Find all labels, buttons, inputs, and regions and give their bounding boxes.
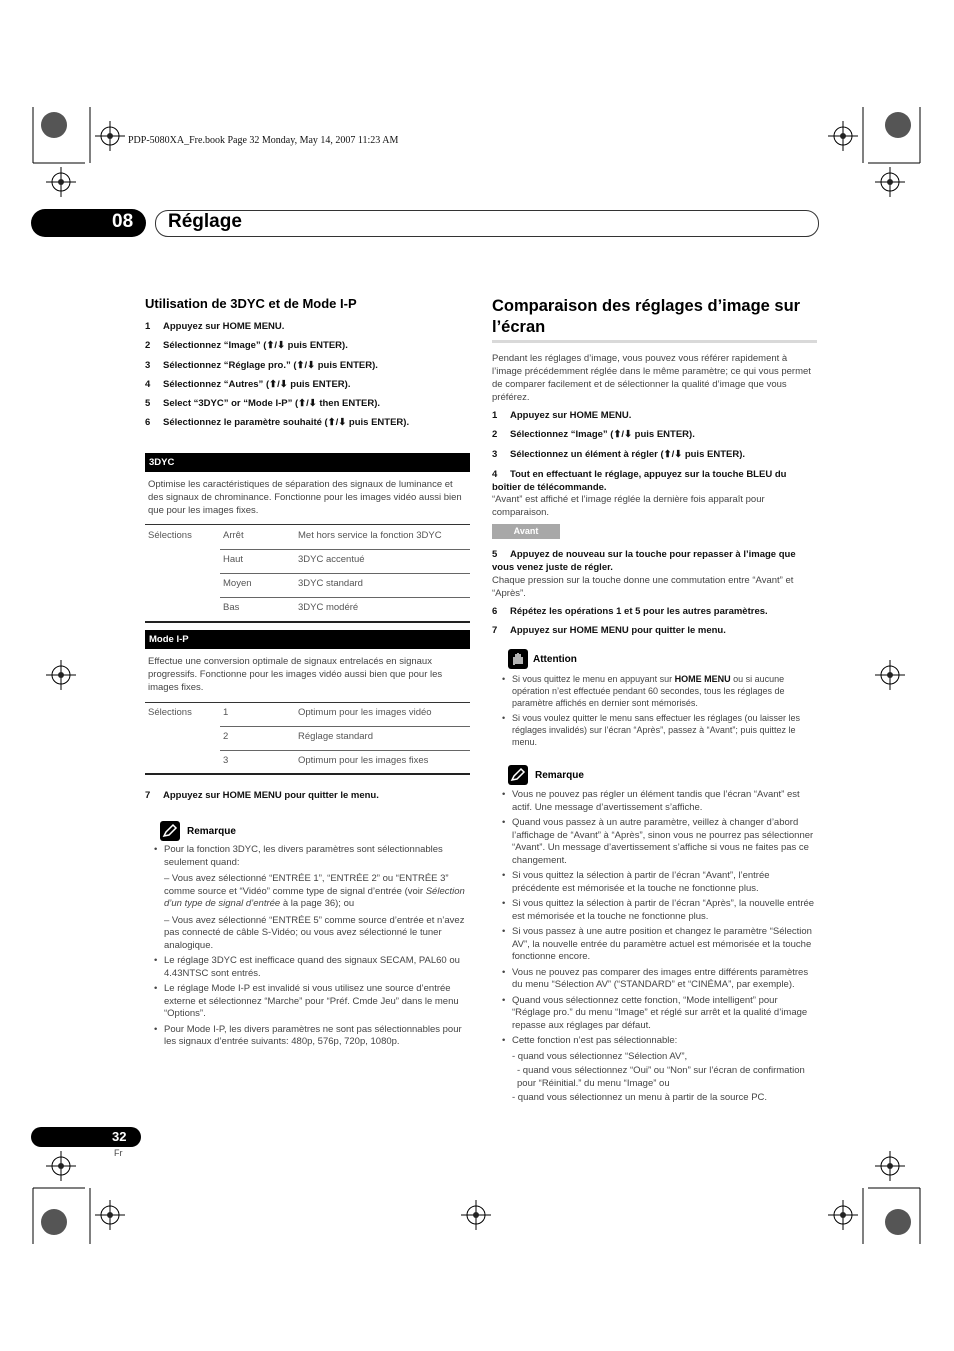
table-rule	[145, 524, 470, 525]
table-desc: Optimum pour les images fixes	[298, 755, 429, 766]
table-rule	[220, 573, 470, 574]
table-rule	[220, 750, 470, 751]
right-step-7: 7 Appuyez sur HOME MENU pour quitter le menu.	[492, 625, 726, 636]
right-step-4-body: “Avant” est affiché et l’image réglée la dernière fois apparaît pour comparaison.	[492, 494, 765, 518]
attention-title: Attention	[533, 654, 577, 665]
left-note-list	[154, 844, 470, 1052]
left-step-3: 3 Sélectionnez “Réglage pro.” (⬆/⬇ puis ENTER).	[145, 360, 378, 371]
list-item: • Si vous quittez le menu en appuyant sur HOME MENU ou si aucune opération n’est effectuée pendant 60 secondes, tous les réglages de paramètre affichés en dernier sont mémorisés.	[502, 673, 818, 709]
list-item: • Quand vous passez à un autre paramètre, veillez à changer d’abord l’affichage de “Avant” à “Après”, sinon vous ne pourrez pas sélectionner “Avant”. Un message d’avertissement s’affiche si vous ne faites pas ce changement.	[502, 817, 818, 867]
pencil-icon	[508, 765, 528, 785]
right-intro: Pendant les réglages d’image, vous pouvez vous référer rapidement à l’image précédemment réglée dans le même paramètre; ce qui vous permet de comparer facilement et de sélectionner la qualité d’image que vous préférez.	[492, 353, 811, 403]
right-heading: Comparaison des réglages d’image sur l’écran	[492, 297, 801, 336]
left-step-1: 1 Appuyez sur HOME MENU.	[145, 321, 285, 332]
section-bar-3dyc: 3DYC	[145, 453, 470, 472]
list-item: • Pour la fonction 3DYC, les divers paramètres sont sélectionnables seulement quand: – Vous avez sélectionné “ENTRÉE 1”, “ENTRÉE 2” ou “ENTRÉE 3” comme source et “Vidéo” comme type de signal d’entrée (voir Sélection d’un type de signal d’entrée à la page 36); ou – Vous avez sélectionné “ENTRÉE 5” comme source d’entrée et n’avez pas connecté de câble S-Vidéo; ou vous avez sélectionné le tuner analogique.	[154, 844, 470, 952]
attention-list	[502, 673, 818, 751]
table-option: 3	[223, 755, 229, 766]
right-step-1: 1 Appuyez sur HOME MENU.	[492, 410, 632, 421]
page-language: Fr	[114, 1148, 123, 1158]
page-number: 32	[112, 1129, 127, 1144]
left-step-5: 5 Select “3DYC” or “Mode I-P” (⬆/⬇ then ENTER).	[145, 398, 381, 409]
hand-warning-icon	[508, 649, 528, 669]
list-item: • Si vous voulez quitter le menu sans effectuer les réglages (ou laisser les réglages invalidés) sur l’écran “Après”, passez à “Avant”; puis quittez le menu.	[502, 712, 818, 748]
list-item: • Quand vous sélectionnez cette fonction, “Mode intelligent” pour “Réglage pro.” du menu “Image” et réglé sur arrêt et la qualité d’image repasse aux réglages par défaut.	[502, 995, 818, 1033]
list-item: • Si vous quittez la sélection à partir de l’écran “Avant”, l’entrée précédente est mémorisée et la touche ne fonctionne plus.	[502, 870, 818, 895]
table-desc: 3DYC modéré	[298, 602, 359, 613]
list-item: • Pour Mode I-P, les divers paramètres ne sont pas sélectionnables pour les signaux d’entrée suivants: 480p, 576p, 720p, 1080p.	[154, 1024, 470, 1049]
section-bar-mode-ip: Mode I-P	[145, 630, 470, 649]
list-item: • Si vous quittez la sélection à partir de l’écran “Après”, la nouvelle entrée est mémorisée et la touche ne fonctionne plus.	[502, 898, 818, 923]
table-desc: Optimum pour les images vidéo	[298, 707, 432, 718]
chapter-title: Réglage	[168, 211, 242, 232]
right-step-4: 4 Tout en effectuant le réglage, appuyez sur la touche BLEU du boîtier de télécommande.	[492, 469, 787, 493]
list-item: • Si vous passez à une autre position et changez le paramètre “Sélection AV”, la nouvelle entrée du paramètre actuel est mémorisée et la touche fonctionne encore.	[502, 926, 818, 964]
left-heading: Utilisation de 3DYC et de Mode I-P	[145, 296, 357, 311]
pencil-icon	[160, 821, 180, 841]
left-step-4: 4 Sélectionnez “Autres” (⬆/⬇ puis ENTER).	[145, 379, 351, 390]
left-step-6: 6 Sélectionnez le paramètre souhaité (⬆/⬇ puis ENTER).	[145, 417, 410, 428]
table-option: Haut	[223, 554, 244, 565]
list-item: • Vous ne pouvez pas comparer des images entre différents paramètres du menu “Sélection AV” (“STANDARD” et “CINÉMA”, par exemple).	[502, 967, 818, 992]
list-item: • Vous ne pouvez pas régler un élément tandis que l’écran “Avant” est actif. Une message d’avertissement s’affiche.	[502, 789, 818, 814]
right-step-5: 5 Appuyez de nouveau sur la touche pour repasser à l’image que vous venez juste de régler.	[492, 549, 796, 573]
right-step-3: 3 Sélectionnez un élément à régler (⬆/⬇ puis ENTER).	[492, 449, 745, 460]
right-step-5-body: Chaque pression sur la touche donne une commutation entre “Avant” et “Après”.	[492, 575, 794, 599]
avant-tag: Avant	[492, 524, 560, 539]
right-note-title: Remarque	[535, 770, 584, 781]
table-desc: Met hors service la fonction 3DYC	[298, 530, 442, 541]
list-item: • Le réglage 3DYC est inefficace quand des signaux SECAM, PAL60 ou 4.43NTSC sont entrés.	[154, 955, 470, 980]
table-option: Bas	[223, 602, 240, 613]
list-item: • Le réglage Mode I-P est invalidé si vous utilisez une source d’entrée externe et sélectionnez “Marche” pour “Préf. Cmde Jeu” dans le menu “Options”.	[154, 983, 470, 1021]
table-label: Sélections	[148, 707, 192, 718]
table-option: 2	[223, 731, 229, 742]
chapter-title-frame	[155, 210, 819, 237]
table-label: Sélections	[148, 530, 192, 541]
table-option: Moyen	[223, 578, 252, 589]
right-step-6: 6 Répétez les opérations 1 et 5 pour les autres paramètres.	[492, 606, 768, 617]
table-rule	[145, 702, 470, 703]
heading-rule	[492, 340, 817, 343]
list-item: • Cette fonction n’est pas sélectionnable: - quand vous sélectionnez “Sélection AV”, - quand vous sélectionnez “Oui” ou “Non” sur l’écran de confirmation pour “Réinitial.” du menu “Image” ou - quand vous sélectionnez un menu à partir de la source PC.	[502, 1035, 818, 1105]
chapter-number: 08	[112, 211, 134, 232]
file-info: PDP-5080XA_Fre.book Page 32 Monday, May 14, 2007 11:23 AM	[128, 135, 399, 146]
table-option: Arrêt	[223, 530, 244, 541]
table-rule	[145, 621, 470, 623]
table-rule	[220, 726, 470, 727]
table-rule	[220, 597, 470, 598]
table-desc: 3DYC standard	[298, 578, 363, 589]
table-option: 1	[223, 707, 229, 718]
left-step-7: 7 Appuyez sur HOME MENU pour quitter le menu.	[145, 790, 379, 801]
table-desc: Réglage standard	[298, 731, 373, 742]
table-rule	[145, 773, 470, 775]
table-rule	[220, 549, 470, 550]
right-note-list	[502, 789, 818, 1108]
section-mode-ip-description: Effectue une conversion optimale de signaux entrelacés en signaux progressifs. Fonctionne pour les images vidéo aussi bien que pour les images fixes.	[148, 656, 443, 693]
section-3dyc-description: Optimise les caractéristiques de séparation des signaux de luminance et des signaux de chrominance. Fonctionne pour les images vidéo aussi bien que pour les images fixes.	[148, 479, 462, 516]
right-step-2: 2 Sélectionnez “Image” (⬆/⬇ puis ENTER).	[492, 429, 695, 440]
left-note-title: Remarque	[187, 826, 236, 837]
table-desc: 3DYC accentué	[298, 554, 365, 565]
left-step-2: 2 Sélectionnez “Image” (⬆/⬇ puis ENTER).	[145, 340, 348, 351]
